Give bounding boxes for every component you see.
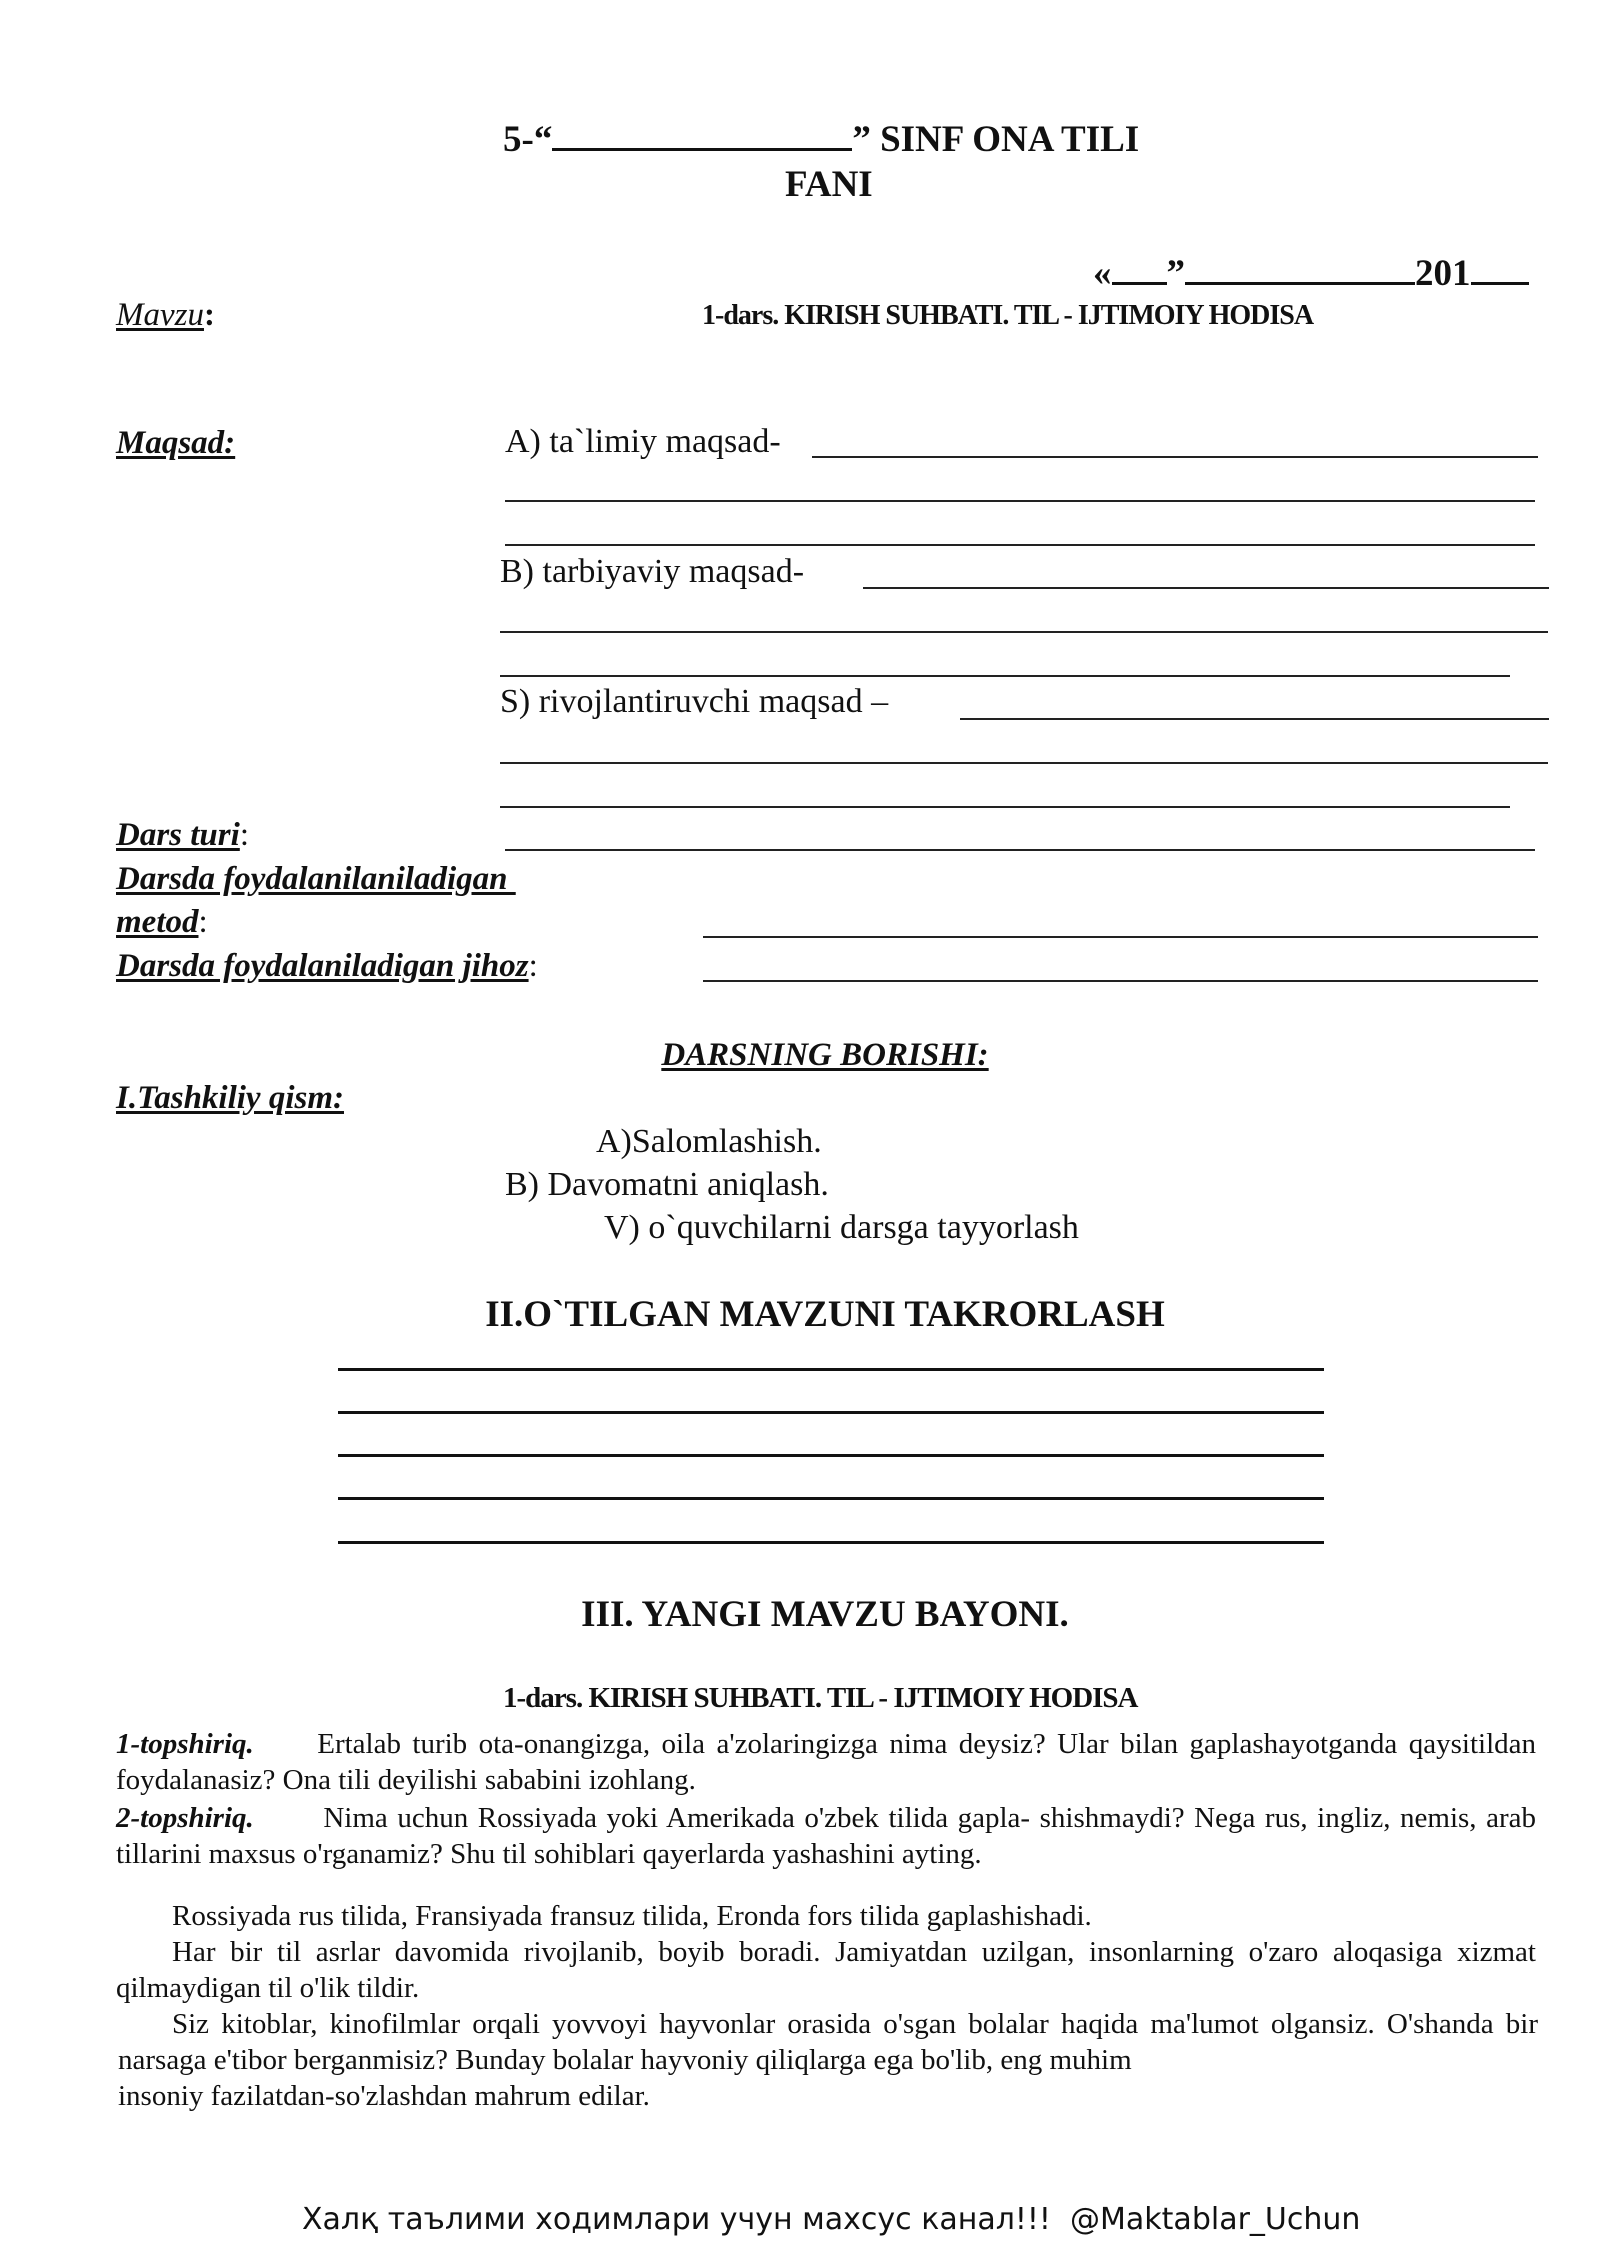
task-1-label: 1-topshiriq. (116, 1728, 254, 1760)
progress-item-attendance: B) Davomatni aniqlash. (505, 1166, 829, 1203)
review-blank[interactable] (338, 1497, 1324, 1500)
review-blank[interactable] (338, 1368, 1324, 1371)
date-line (1093, 252, 1529, 295)
date-close-quote: ” (1166, 253, 1185, 294)
date-open-quote: « (1093, 253, 1112, 294)
title-prefix: 5-“ (503, 119, 553, 160)
progress-title: DARSNING BORISHI: (661, 1037, 989, 1073)
method-blank[interactable] (703, 936, 1538, 938)
month-blank[interactable] (1185, 256, 1415, 285)
new-topic-subtitle: 1-dars. KIRISH SUHBATI. TIL - IJTIMOIY HODISA (503, 1682, 1138, 1714)
title-suffix: ” SINF ONA TILI (852, 119, 1140, 160)
method-label-line2: metod: (116, 904, 208, 940)
review-blank[interactable] (338, 1454, 1324, 1457)
review-blank[interactable] (338, 1411, 1324, 1414)
lesson-type-label: Dars turi: (116, 817, 249, 853)
year-blank[interactable] (1471, 256, 1529, 285)
class-blank[interactable] (552, 122, 852, 151)
page-title-line2: FANI (785, 164, 873, 205)
goal-developmental: S) rivojlantiruvchi maqsad – (500, 683, 889, 720)
task-2-text: Nima uchun Rossiyada yoki Amerikada o'zbek tilida gapla- shishmaydi? Nega rus, ingliz, nemis, arab tillarini maxsus o'rganamiz? Shu til sohiblari qayerlarda yashashini ayting. (116, 1802, 1537, 1870)
paragraph-wild-children: Siz kitoblar, kinofilmlar orqali yovvoyi hayvonlar orasida o'sgan bolalar haqida ma'lumot olgansiz. O'shanda bir narsaga e'tibor berganmisiz? Bunday bolalar hayvoniy qiliqlarga ega bo'lib, eng muhim (118, 2008, 1538, 2076)
footer-channel-text: Халқ таълими ходимлари учун махсус канал!!! @Maktablar_Uchun (302, 2202, 1361, 2237)
goal-educational: A) ta`limiy maqsad- (505, 423, 781, 460)
review-title: II.O`TILGAN MAVZUNI TAKRORLASH (485, 1294, 1165, 1335)
paragraph-development: Har bir til asrlar davomida rivojlanib, boyib boradi. Jamiyatdan uzilgan, insonlarning o'zaro aloqasiga xizmat qilmaydigan til o'lik tildir. (116, 1936, 1536, 2004)
task-1 (116, 1726, 1536, 1798)
goal-developmental-blank[interactable] (960, 718, 1549, 720)
goal-label: Maqsad: (116, 425, 236, 461)
new-topic-title: III. YANGI MAVZU BAYONI. (581, 1594, 1069, 1635)
equipment-blank[interactable] (703, 980, 1538, 982)
task-2-label: 2-topshiriq. (116, 1802, 254, 1834)
paragraph-wild-children-end: insoniy fazilatdan-so'zlashdan mahrum edilar. (118, 2080, 650, 2112)
goal-educational-blank[interactable] (812, 456, 1538, 458)
equipment-label: Darsda foydalaniladigan jihoz: (116, 948, 538, 984)
goal-upbringing-blank-3[interactable] (500, 675, 1510, 677)
goal-developmental-blank-3[interactable] (500, 806, 1510, 808)
topic-value: 1-dars. KIRISH SUHBATI. TIL - IJTIMOIY HODISA (702, 300, 1314, 331)
paragraph-languages: Rossiyada rus tilida, Fransiyada fransuz tilida, Eronda fors tilida gaplashishadi. (172, 1900, 1092, 1932)
method-label-line1: Darsda foydalanilaniladigan (116, 861, 516, 897)
task-1-text: Ertalab turib ota-onangizga, oila a'zolaringizga nima deysiz? Ular bilan gaplashayotganda qaysitildan foydalanasiz? Ona tili deyilishi sababini izohlang. (116, 1728, 1537, 1796)
task-2 (116, 1800, 1536, 1872)
topic-label: Mavzu: (116, 297, 215, 333)
day-blank[interactable] (1112, 256, 1167, 285)
goal-educational-blank-2[interactable] (505, 500, 1535, 502)
review-blank[interactable] (338, 1541, 1324, 1544)
year-label: 201 (1415, 253, 1471, 294)
page-title (503, 118, 1139, 161)
goal-educational-blank-3[interactable] (505, 544, 1535, 546)
progress-item-greeting: A)Salomlashish. (596, 1123, 822, 1160)
lesson-type-blank[interactable] (505, 849, 1535, 851)
organization-label: I.Tashkiliy qism: (116, 1080, 344, 1116)
goal-upbringing-blank-2[interactable] (500, 631, 1548, 633)
goal-developmental-blank-2[interactable] (500, 762, 1548, 764)
goal-upbringing: B) tarbiyaviy maqsad- (500, 553, 805, 590)
progress-item-preparation: V) o`quvchilarni darsga tayyorlash (604, 1209, 1079, 1246)
goal-upbringing-blank[interactable] (863, 587, 1549, 589)
